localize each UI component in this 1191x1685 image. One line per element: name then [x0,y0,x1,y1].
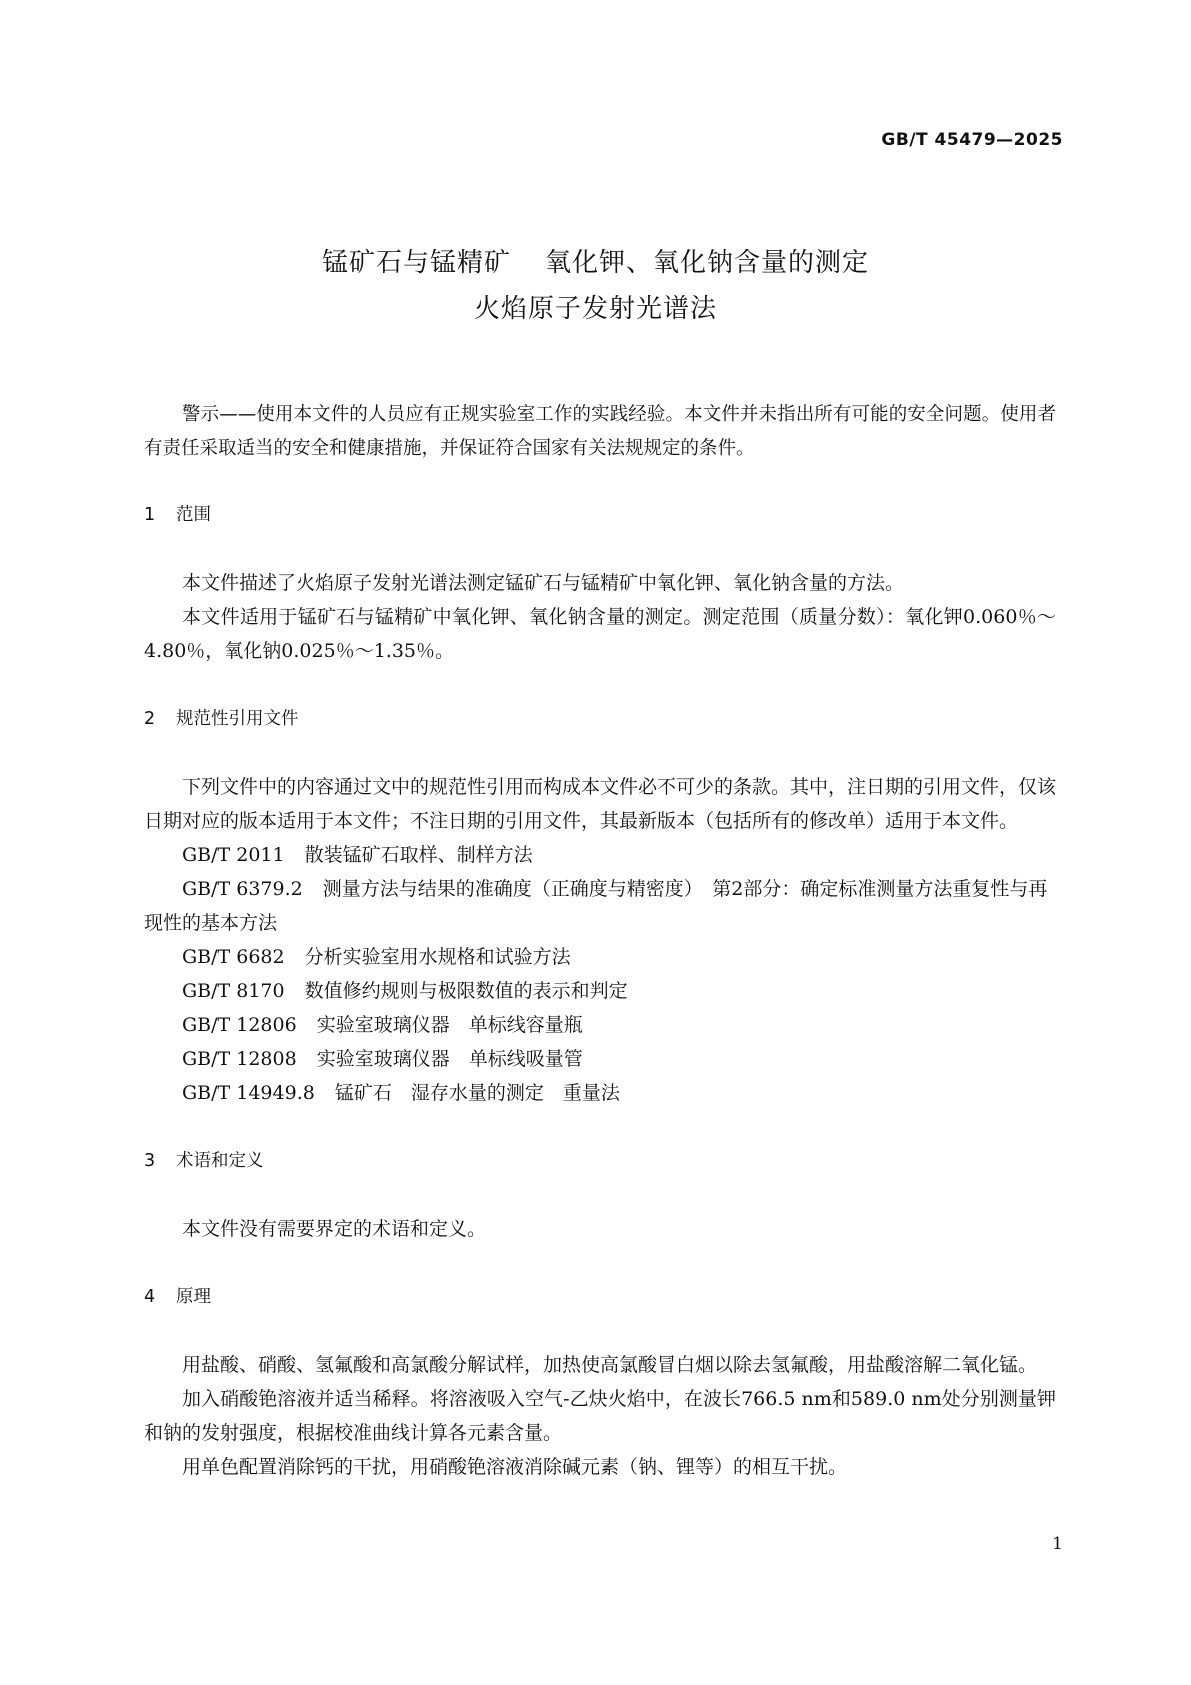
section-4-heading [144,1280,1056,1314]
section-4-paragraph-1: 用盐酸、硝酸、氢氟酸和高氯酸分解试样，加热使高氯酸冒白烟以除去氢氟酸，用盐酸溶解二氧化锰。 [182,1354,1038,1376]
reference-title: 分析实验室用水规格和试验方法 [304,946,571,968]
section-1-paragraph-2: 本文件适用于锰矿石与锰精矿中氧化钾、氧化钠含量的测定。测定范围（质量分数）：氧化钾0.060％～4.80％，氧化钠0.025％～1.35％。 [144,606,1056,662]
reference-item [144,974,1056,1008]
reference-title: 数值修约规则与极限数值的表示和判定 [304,980,628,1002]
section-4-paragraph-3: 用单色配置消除钙的干扰，用硝酸铯溶液消除碱元素（钠、锂等）的相互干扰。 [182,1456,848,1478]
reference-code: GB/T 2011 [182,844,285,866]
section-4-paragraph-2: 加入硝酸铯溶液并适当稀释。将溶液吸入空气-乙炔火焰中，在波长766.5 nm和589.0 nm处分别测量钾和钠的发射强度，根据校准曲线计算各元素含量。 [144,1388,1056,1444]
section-1-number: 1 [144,505,156,525]
title-line-1-part-2: 氧化钾、氧化钠含量的测定 [545,248,870,278]
reference-item [144,838,1056,872]
title-line-1-part-1: 锰矿石与锰精矿 [321,248,511,278]
reference-code: GB/T 12808 [182,1048,297,1070]
section-3-title: 术语和定义 [176,1151,264,1171]
title-line-2: 火焰原子发射光谱法 [473,294,717,324]
section-1-heading [144,498,1056,532]
reference-title: 散装锰矿石取样、制样方法 [304,844,533,866]
document-body [144,398,1056,1484]
reference-item [144,1076,1056,1110]
title-line-1 [0,240,1191,286]
section-2-number: 2 [144,709,156,729]
reference-item [144,872,1056,940]
reference-code: GB/T 6682 [182,946,285,968]
reference-item [144,1042,1056,1076]
section-4-number: 4 [144,1287,156,1307]
reference-title: 实验室玻璃仪器 单标线容量瓶 [316,1014,583,1036]
safety-warning: 警示——使用本文件的人员应有正规实验室工作的实践经验。本文件并未指出所有可能的安全问题。使用者有责任采取适当的安全和健康措施，并保证符合国家有关法规规定的条件。 [144,404,1056,459]
standard-code: GB/T 45479—2025 [881,130,1063,150]
reference-title: 测量方法与结果的准确度（正确度与精密度） 第2部分：确定标准测量方法重复性与再现性的基本方法 [144,878,1048,934]
section-1-paragraph-1: 本文件描述了火焰原子发射光谱法测定锰矿石与锰精矿中氧化钾、氧化钠含量的方法。 [182,572,905,594]
reference-code: GB/T 12806 [182,1014,297,1036]
reference-title: 锰矿石 湿存水量的测定 重量法 [334,1082,620,1104]
section-2-heading [144,702,1056,736]
reference-item [144,940,1056,974]
section-1-title: 范围 [176,505,211,525]
reference-code: GB/T 6379.2 [182,878,303,900]
reference-item [144,1008,1056,1042]
section-3-paragraph-1: 本文件没有需要界定的术语和定义。 [182,1218,487,1240]
reference-code: GB/T 8170 [182,980,285,1002]
section-2-intro: 下列文件中的内容通过文中的规范性引用而构成本文件必不可少的条款。其中，注日期的引用文件，仅该日期对应的版本适用于本文件；不注日期的引用文件，其最新版本（包括所有的修改单）适用于本文件。 [144,776,1057,832]
section-4-title: 原理 [176,1287,211,1307]
section-2-title: 规范性引用文件 [176,709,299,729]
section-3-number: 3 [144,1151,156,1171]
reference-title: 实验室玻璃仪器 单标线吸量管 [316,1048,583,1070]
document-title [0,240,1191,332]
reference-code: GB/T 14949.8 [182,1082,315,1104]
page-number: 1 [1052,1534,1063,1554]
section-3-heading [144,1144,1056,1178]
